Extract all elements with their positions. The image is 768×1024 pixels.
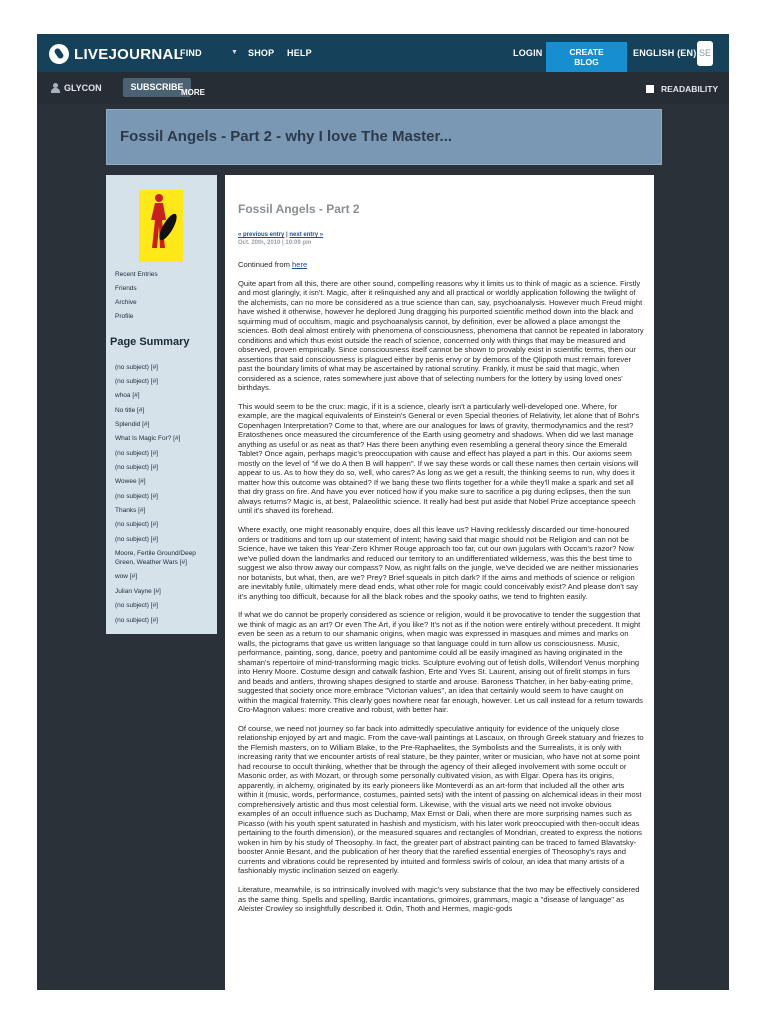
page-summary-heading: Page Summary (110, 336, 190, 348)
continued-from-link[interactable]: here (292, 260, 308, 269)
red-figure-icon (139, 190, 183, 262)
entry-title: Fossil Angels - Part 2 (238, 202, 360, 216)
sidebar-profile-link[interactable]: Profile (115, 313, 134, 320)
summary-item[interactable]: Moore, Fertile Ground/Deep Green, Weather Wars [#] (115, 550, 196, 566)
previous-entry-link[interactable]: « previous entry (238, 232, 285, 238)
entry-paragraph: Quite apart from all this, there are other sound, compelling reasons why it limits us to think of magic as a science. Firstly and most glaringly, it isn't. Magic, after it relinquished any and all practical or worldly application following the twilight of the alchemists, can no more be considered as a true science than can, say, psychoanalysis. However much Freud might have wished it otherwise, however he deplored Jung dragging his purported scientific method down into the black and squirming mud of occultism, magic and psychoanalysis cannot, by definition, ever be allowed a place amongst the sciences. Both deal almost entirely with phenomena of consciousness, phenomena that cannot be repeated in laboratory conditions and which thus exist outside the reach of science, concerned only with things that may be measured and observed, proven empirically. Since consciousness itself cannot be shown to provably exist in scientific terms, then our assertions that said consciousness is plagued either by penis envy or by demons of the Qlippoth must remain forever past the boundary limits of what may be ascertained by rational scrutiny. Frankly, it must be said that magic, when considered as a science, rates somewhere just above that of selecting numbers for the lottery by using loved ones' birthdays. (238, 278, 644, 393)
journal-user-bar (37, 72, 729, 104)
login-link[interactable]: LOGIN (513, 48, 543, 58)
entry-date: Oct. 20th, 2010 | 10:09 pm (238, 240, 312, 246)
create-blog-label-line2: BLOG (574, 57, 599, 67)
user-head-icon (51, 83, 60, 93)
summary-item[interactable]: (no subject) [#] (115, 493, 158, 500)
more-menu-link[interactable]: MORE (181, 88, 205, 97)
summary-item[interactable]: Wowee [#] (115, 478, 146, 485)
journal-username-link[interactable]: GLYCON (64, 83, 102, 93)
create-blog-button[interactable] (546, 42, 627, 72)
language-selector[interactable]: ENGLISH (EN) (633, 48, 697, 58)
userpic-avatar[interactable] (139, 190, 183, 262)
summary-item[interactable]: whoa [#] (115, 392, 140, 399)
entry-paragraph: This would seem to be the crux: magic, if it is a science, clearly isn't a particularly well-developed one. Where, for example, are the magical equivalents of Einstein's General or even Special theories of Relativity, let alone that of Bohr's Copenhagen Interpretation? Come to that, where are our analogues for laws of gravity, thermodynamics and the rest? Eratosthenes once measured the circumference of the Earth using geometry and shadows. When did we last manage anything as useful or as neat as that? Has there been anything even resembling a general theory since the Emerald Tablet? Once again, perhaps magic's preoccupation with cause and effect has played a part in this. Our axioms seem mostly on the level of "if we do A then B will happen". If we say these words or call these names then certain visions will appear to us. As to how they do so, well, who cares? As long as we get a result, the thinking seems to run, why does it matter how this outcome was obtained? If we bang these two flints together for a while they'll make a spark and set all that dry grass on fire. And have you ever noticed how if you make sure to sacrifice a pig during eclipses, then the sun always returns? Magic is, at best, Palaeolithic science. It really had best put aside that Nobel Prize acceptance speech until it's shaved its forehead. (238, 401, 640, 516)
summary-item[interactable]: Splendid [#] (115, 421, 150, 428)
summary-item[interactable]: No title [#] (115, 407, 145, 414)
summary-item[interactable]: Julian Vayne [#] (115, 588, 161, 595)
entry-navigation (238, 232, 323, 238)
entry-body (238, 260, 644, 923)
summary-item[interactable]: (no subject) [#] (115, 536, 158, 543)
summary-item[interactable]: (no subject) [#] (115, 378, 158, 385)
readability-checkbox[interactable] (646, 85, 654, 93)
summary-item[interactable]: (no subject) [#] (115, 364, 158, 371)
entry-paragraph: Where exactly, one might reasonably enquire, does all this leave us? Having recklessly discarded our time-honoured orders or traditions and torn up our statement of intent; having said that magic should not be Religion and can not be Science, have we taken this Year-Zero Khmer Rouge approach too far, cut our own jugulars with Occam's razor? Now we've pulled down the landmarks and reduced our territory to an undifferentiated wilderness, was this the best time to suggest we also throw away our compass? Now, as night falls on the jungle, we've decided we are neither missionaries nor botanists, but what, then, are we? Prey? Brief squeals in pitch dark? If the aims and methods of science or religion are inevitably futile, ultimately mere dead ends, what other role for magic could conceivably exist? And please don't say it's anything too difficult, because for all the black robes and the spooky oaths, we tend to frighten easily. (238, 525, 639, 601)
nav-find-link[interactable]: FIND (180, 48, 202, 58)
search-tab[interactable]: SE (697, 41, 713, 66)
journal-title[interactable]: Fossil Angels - Part 2 - why I love The Master... (120, 128, 453, 145)
entry-nav-separator: | (286, 232, 288, 238)
entry-paragraph: Literature, meanwhile, is so intrinsically involved with magic's very substance that the two may be effectively considered as the same thing. Spells and spelling, Bardic incantations, grimoires, grammars, magic a "disease of language" as Aleister Crowley so insightfully described it. Odin, Thoth and Hermes, magic-gods (238, 885, 640, 914)
find-dropdown-caret-icon[interactable]: ▼ (231, 49, 239, 56)
summary-item[interactable]: (no subject) [#] (115, 464, 158, 471)
summary-item[interactable]: wow [#] (115, 573, 138, 580)
journal-sidebar (106, 175, 217, 634)
summary-item[interactable]: (no subject) [#] (115, 617, 158, 624)
livejournal-logo[interactable] (49, 43, 183, 65)
sidebar-recent-entries-link[interactable]: Recent Entries (115, 271, 158, 278)
entry-content-panel (225, 175, 654, 990)
summary-item[interactable]: (no subject) [#] (115, 602, 158, 609)
readability-label[interactable]: READABILITY (661, 84, 719, 94)
sidebar-friends-link[interactable]: Friends (115, 285, 137, 292)
journal-title-banner (106, 109, 662, 165)
page-frame (37, 34, 729, 990)
pencil-logo-icon (49, 44, 69, 64)
create-blog-label-line1: CREATE (569, 47, 604, 57)
continued-prefix: Continued from (238, 260, 293, 269)
summary-item[interactable]: (no subject) [#] (115, 521, 158, 528)
entry-paragraph: If what we do cannot be properly considered as science or religion, would it be provocative to tender the suggestion that we think of magic as an art? Or even The Art, if you like? It's not as if the notion were entirely without precedent. It might even be seen as a return to our shamanic origins, when magic was expressed in masques and mimes and marks on walls, the pictograms that gave us written language so that language could in turn allow us consciousness. Music, performance, painting, song, dance, poetry and pantomime could all be easily imagined as having originated in the shaman's repertoire of mind-transforming magic tricks. Sculpture evolving out of fetish dolls, Willendorf Venus morphing into Henry Moore. Costume design and catwalk fashion, Erte and Yves St. Laurent, arising out of firelit stomps in furs and beads and antlers, throwing shapes designed to startle and arouse. Baroness Thatcher, in her baby-eating prime, suggested that society once more embrace "Victorian values", an idea that certainly would seem to have caught on within the magical fraternity. This clearly goes nowhere near far enough, however. Let us call instead for a return towards Cro-Magnon values: more creative and robust, with better hair. (238, 610, 643, 715)
logo-text: LIVEJOURNAL (74, 45, 184, 63)
next-entry-link[interactable]: next entry » (289, 232, 324, 238)
subscribe-button[interactable]: SUBSCRIBE (123, 78, 191, 97)
top-navigation-bar (37, 34, 729, 72)
continued-from-line (238, 260, 644, 270)
sidebar-archive-link[interactable]: Archive (115, 299, 137, 306)
summary-item[interactable]: (no subject) [#] (115, 450, 158, 457)
entry-paragraph: Of course, we need not journey so far back into admittedly speculative antiquity for evidence of the uniquely close relationship enjoyed by art and magic. From the cave-wall paintings at Lascaux, on through Greek statuary and friezes to the Flemish masters, on to William Blake, to the Pre-Raphaelites, the Symbolists and the Surrealists, it is only with increasing rarity that we encounter artists of real stature, be they painter, writer or musician, who have not at some point had recourse to occult thinking, whether that be through the agency of their alleged involvement with some occult or Masonic order, as with Mozart, or through some personally cultivated vision, as with Elgar. Opera has its origins, apparently, in alchemy, originated by its early pioneers like Monteverdi as an art-form that included all the other arts within it (music, words, performance, costumes, painted sets) with the intent of passing on alchemical ideas in their most comprehensively artistic and thus most celestial form. Likewise, with the visual arts we need not invoke obvious examples of an occult influence such as Duchamp, Max Ernst or Dali, when there are more surprising names such as Picasso (with his youth spent saturated in hashish and mysticism, with his later work preoccupied with then-occult ideas pertaining to the fourth dimension), or the measured squares and rectangles of Mondrian, created to express the notions woken in him by his study of Theosophy. In fact, the greater part of abstract painting can be traced to famed Blavatsky-booster Annie Besant, and the publication of her theory that the rarefied essential energies of Theosophy's rays and currents and vibrations could be represented by intuited and formless swirls of colour, an idea that many artists of a fashionably mystic inclination seized on eagerly. (238, 723, 644, 876)
nav-help-link[interactable]: HELP (287, 48, 312, 58)
summary-item[interactable]: Thanks [#] (115, 507, 146, 514)
summary-item[interactable]: What Is Magic For? [#] (115, 435, 181, 442)
nav-shop-link[interactable]: SHOP (248, 48, 275, 58)
